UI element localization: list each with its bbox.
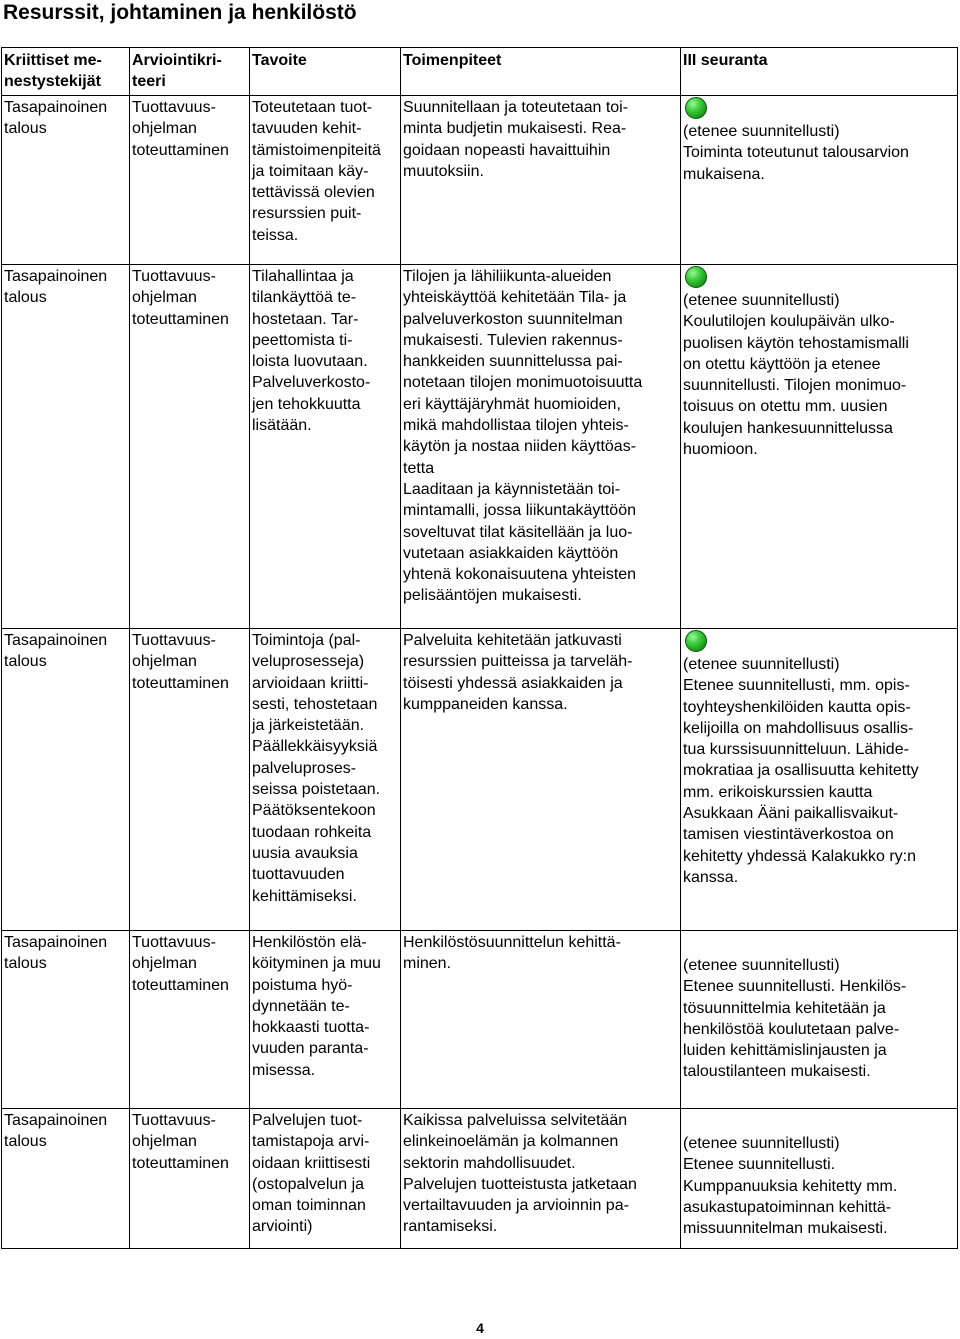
green-status-icon <box>685 266 707 288</box>
table-row <box>2 1109 958 1249</box>
cell-actions: Henkilöstösuunnittelun kehittä- minen. <box>401 931 681 1109</box>
cell-factor: Tasapainoinen talous <box>2 931 130 1109</box>
green-status-icon <box>685 97 707 119</box>
cell-followup <box>681 629 958 931</box>
header-actions: Toimenpiteet <box>401 48 681 96</box>
cell-followup <box>681 96 958 265</box>
cell-factor: Tasapainoinen talous <box>2 1109 130 1249</box>
cell-criterion: Tuottavuus- ohjelman toteuttaminen <box>130 629 250 931</box>
cell-followup <box>681 931 958 1109</box>
header-criterion: Arviointikri- teeri <box>130 48 250 96</box>
cell-criterion: Tuottavuus- ohjelman toteuttaminen <box>130 931 250 1109</box>
header-goal: Tavoite <box>250 48 401 96</box>
cell-followup <box>681 1109 958 1249</box>
green-status-icon <box>685 630 707 652</box>
followup-text: (etenee suunnitellusti) Etenee suunnitellusti, mm. opis- toyhteyshenkilöiden kautta opis- kelijoilla on mahdollisuus osallis- tua kurssisuunnitteluun. Lähide- mokratiaa ja osallisuutta kehitetty mm. erikoiskurssien kautta Asukkaan Ääni paikallisvaikut- tamisen viestintäverkostoa on kehitetty yhdessä Kalakukko ry:n kanssa. <box>683 656 919 886</box>
cell-actions: Palveluita kehitetään jatkuvasti resurssien puitteissa ja tarveläh- töisesti yhdessä asiakkaiden ja kumppaneiden kanssa. <box>401 629 681 931</box>
cell-goal: Henkilöstön elä- köityminen ja muu poistuma hyö- dynnetään te- hokkaasti tuotta- vuuden paranta- misessa. <box>250 931 401 1109</box>
table-header-row <box>2 48 958 96</box>
followup-text: (etenee suunnitellusti) Etenee suunnitellusti. Henkilös- tösuunnittelmia kehitetään ja henkilöstöä koulutetaan palve- luiden kehittämislinjausten ja taloustilanteen mukaisesti. <box>683 957 907 1081</box>
cell-criterion: Tuottavuus- ohjelman toteuttaminen <box>130 265 250 629</box>
cell-actions: Suunnitellaan ja toteutetaan toi- minta budjetin mukaisesti. Rea- goidaan nopeasti havaittuihin muutoksiin. <box>401 96 681 265</box>
followup-text: (etenee suunnitellusti) Toiminta toteutunut talousarvion mukaisena. <box>683 123 909 183</box>
cell-goal: Tilahallintaa ja tilankäyttöä te- hostetaan. Tar- peettomista ti- loista luovutaan. Palveluverkosto- jen tehokkuutta lisätään. <box>250 265 401 629</box>
follow-up-table <box>1 47 958 1249</box>
cell-factor: Tasapainoinen talous <box>2 629 130 931</box>
cell-goal: Toteutetaan tuot- tavuuden kehit- tämistoimenpiteitä ja toimitaan käy- tettävissä olevien resurssien puit- teissa. <box>250 96 401 265</box>
followup-text: (etenee suunnitellusti) Koulutilojen koulupäivän ulko- puolisen käytön tehostamismalli on otettu käyttöön ja etenee suunnitellusti. Tilojen monimuo- toisuus on otettu mm. uusien koulujen hankesuunnittelussa huomioon. <box>683 292 909 459</box>
cell-actions: Tilojen ja lähiliikunta-alueiden yhteiskäyttöä kehitetään Tila- ja palveluverkoston suunnitelman mukaisesti. Tulevien rakennus- hankkeiden suunnittelussa pai- notetaan tilojen monimuotoisuutta eri käyttäjäryhmät huomioiden, mikä mahdollistaa tilojen yhteis- käytön ja nostaa niiden käyttöas- tetta Laaditaan ja käynnistetään toi- mintamalli, jossa liikuntakäyttöön soveltuvat tilat käsitellään ja luo- vutetaan asiakkaiden käyttöön yhtenä kokonaisuutena yhteisten pelisääntöjen mukaisesti. <box>401 265 681 629</box>
table-row <box>2 931 958 1109</box>
cell-goal: Palvelujen tuot- tamistapoja arvi- oidaan kriittisesti (ostopalvelun ja oman toiminnan arviointi) <box>250 1109 401 1249</box>
cell-actions: Kaikissa palveluissa selvitetään elinkeinoelämän ja kolmannen sektorin mahdollisuudet. Palvelujen tuotteistusta jatketaan vertailtavuuden ja arvioinnin pa- rantamiseksi. <box>401 1109 681 1249</box>
cell-criterion: Tuottavuus- ohjelman toteuttaminen <box>130 96 250 265</box>
header-followup: III seuranta <box>681 48 958 96</box>
cell-factor: Tasapainoinen talous <box>2 265 130 629</box>
cell-criterion: Tuottavuus- ohjelman toteuttaminen <box>130 1109 250 1249</box>
table-row <box>2 265 958 629</box>
cell-followup <box>681 265 958 629</box>
page-title: Resurssit, johtaminen ja henkilöstö <box>3 1 357 24</box>
page-number: 4 <box>476 1320 484 1336</box>
followup-text: (etenee suunnitellusti) Etenee suunnitellusti. Kumppanuuksia kehitetty mm. asukastupatoiminnan kehittä- missuunnitelman mukaisesti. <box>683 1135 898 1238</box>
table-row <box>2 629 958 931</box>
cell-goal: Toimintoja (pal- veluprosesseja) arvioidaan kriitti- sesti, tehostetaan ja järkeistetään. Päällekkäisyyksiä palveluproses- seissa poistetaan. Päätöksentekoon tuodaan rohkeita uusia avauksia tuottavuuden kehittämiseksi. <box>250 629 401 931</box>
table-row <box>2 96 958 265</box>
cell-factor: Tasapainoinen talous <box>2 96 130 265</box>
header-factor: Kriittiset me- nestystekijät <box>2 48 130 96</box>
